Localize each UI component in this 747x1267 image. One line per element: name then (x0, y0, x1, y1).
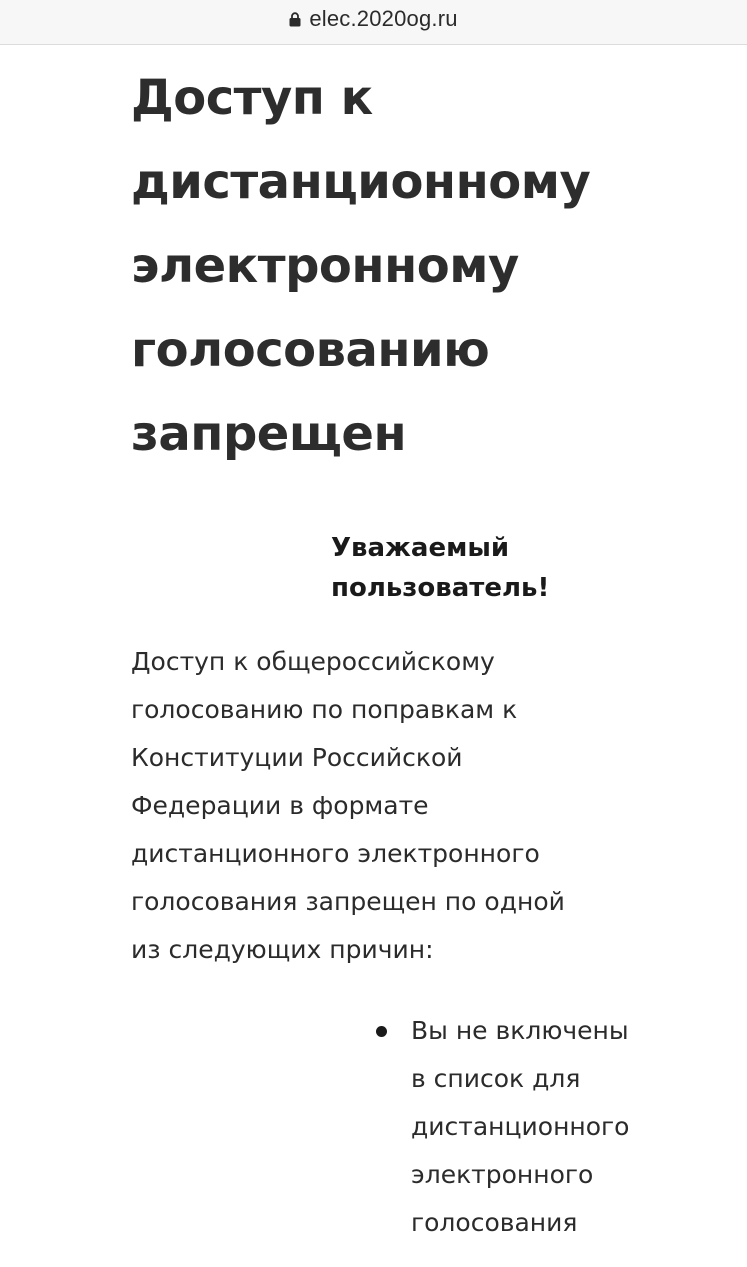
page-title: Доступ к дистанционному электронному голосованию запрещен (131, 70, 591, 462)
page-content (131, 56, 651, 476)
url-container[interactable] (289, 6, 457, 32)
reason-text: Вы не включены в список для дистанционного электронного голосования (411, 1016, 630, 1237)
reasons-list (372, 1007, 632, 1247)
url-text[interactable]: elec.2020og.ru (309, 6, 458, 31)
browser-address-bar[interactable] (0, 0, 747, 45)
bullet-icon (376, 1026, 387, 1037)
greeting-heading: Уважаемый пользователь! (331, 533, 550, 603)
intro-paragraph: Доступ к общероссийскому голосованию по поправкам к Конституции Российской Федерации в формате дистанционного электронного голосования запрещен по одной из следующих причин: (131, 647, 565, 964)
lock-icon (289, 12, 301, 27)
list-item (372, 1007, 632, 1247)
